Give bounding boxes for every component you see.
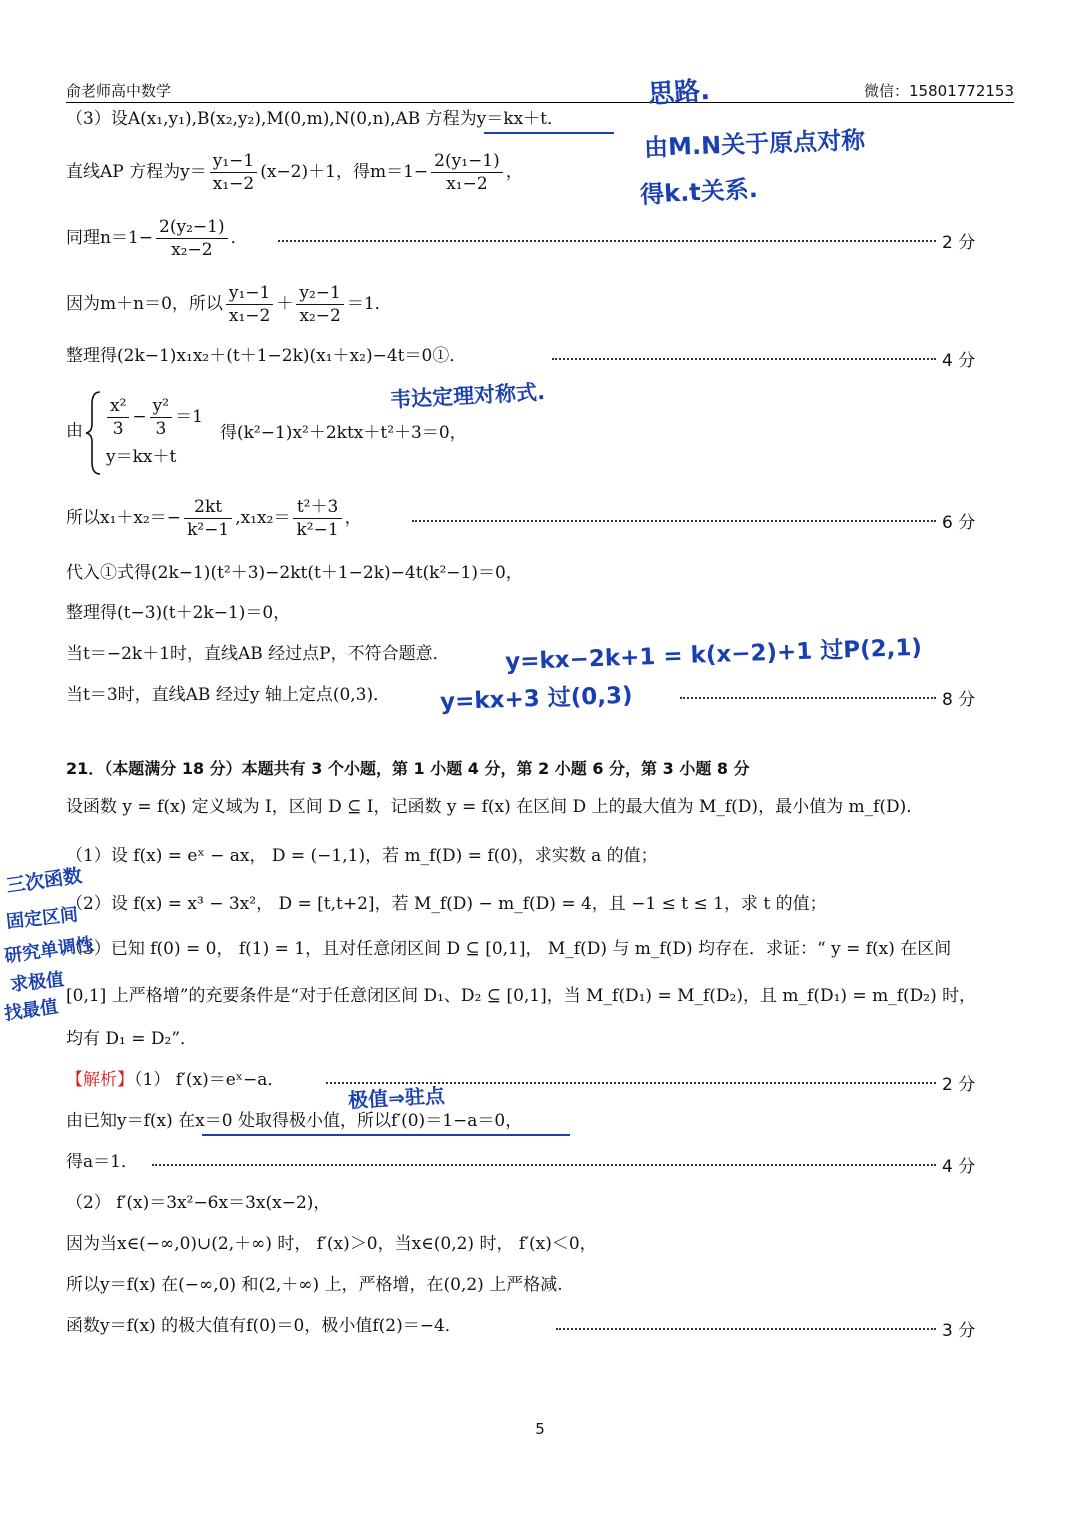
page-header (66, 78, 1014, 103)
text-segment: （1） f′(x)＝eˣ−a． (134, 1070, 285, 1090)
fraction (150, 395, 172, 440)
solution-line-sum-condition (66, 282, 392, 327)
text-segment: ,x₁x₂＝ (235, 508, 291, 528)
solution-line-case-accept: 当t＝3时，直线AB 经过y 轴上定点(0,3)． (66, 685, 391, 705)
numerator: y₂−1 (296, 282, 343, 305)
denominator: 3 (112, 419, 124, 439)
header-right-text: 微信：15801772153 (864, 82, 1014, 100)
handwritten-note-line-through-p: y=kx−2k+1 = k(x−2)+1 过P(2,1) (504, 634, 923, 676)
score-mark: 4 分 (942, 351, 976, 371)
system-equation-hyperbola (104, 395, 203, 440)
score-mark: 2 分 (942, 1075, 976, 1095)
text-segment: ． (230, 228, 248, 248)
solution-line-factor: 整理得(t−3)(t＋2k−1)＝0， (66, 603, 291, 623)
numerator: 2(y₂−1) (156, 216, 228, 239)
text-segment: ＋ (276, 294, 294, 314)
solution-line-vieta (66, 496, 362, 541)
fraction (107, 395, 129, 440)
score-mark: 8 分 (942, 690, 976, 710)
handwritten-margin-note-1: 三次函数 (5, 864, 84, 898)
denominator: x₁−2 (446, 174, 488, 194)
numerator: t²＋3 (293, 496, 341, 519)
handwritten-note-idea: 思路. (647, 75, 712, 111)
handwritten-margin-note-4: 求极值 (9, 969, 66, 996)
score-mark: 3 分 (942, 1321, 976, 1341)
analysis-line-3: 得a＝1． (66, 1152, 138, 1172)
fraction (184, 496, 232, 541)
text-segment: ＝1． (346, 294, 392, 314)
dot-leader (552, 358, 936, 360)
dot-leader (412, 520, 936, 522)
solution-line-ap-equation (66, 150, 523, 195)
fraction (210, 150, 257, 195)
solution-line-equation-1: 整理得(2k−1)x₁x₂＋(t＋1−2k)(x₁＋x₂)−4t＝0①． (66, 346, 467, 366)
numerator: 2kt (184, 496, 232, 519)
handwritten-margin-note-3: 研究单调性 (3, 933, 96, 968)
handwritten-note-symmetry: 由M.N关于原点对称 (643, 126, 866, 162)
handwritten-underline (484, 132, 614, 134)
solution-line-substitute: 代入①式得(2k−1)(t²＋3)−2kt(t＋1−2k)−4t(k²−1)＝0， (66, 563, 523, 583)
numerator: x² (107, 395, 129, 418)
system-result: 得(k²−1)x²＋2ktx＋t²＋3＝0， (220, 423, 467, 443)
handwritten-note-kt-relation: 得k.t关系. (639, 174, 759, 210)
handwritten-note-extremum: 极值⇒驻点 (347, 1083, 446, 1113)
question-21-heading: 21．（本题满分 18 分）本题共有 3 个小题，第 1 小题 4 分，第 2 小题 6 分，第 3 小题 8 分 (66, 759, 750, 778)
analysis-line-4: （2） f′(x)＝3x²−6x＝3x(x−2)， (66, 1193, 331, 1213)
handwritten-note-fixed-point: y=kx+3 过(0,3) (439, 682, 633, 716)
analysis-line-7: 函数y＝f(x) 的极大值有f(0)＝0，极小值f(2)＝−4． (66, 1316, 462, 1336)
score-mark: 4 分 (942, 1157, 976, 1177)
text-segment: 同理n＝1− (66, 228, 154, 248)
question-21-part-3-line-2: [0,1] 上严格增”的充要条件是“对于任意闭区间 D₁、D₂ ⊆ [0,1]，当 M_f(D₁) = M_f(D₂)，且 m_f(D₁) = m_f(D₂) 时， (66, 986, 977, 1006)
text-segment: 直线AP 方程为y＝ (66, 162, 207, 182)
denominator: k²−1 (296, 520, 339, 540)
handwritten-underline (202, 1134, 570, 1136)
denominator: x₂−2 (171, 240, 213, 260)
analysis-line-6: 所以y＝f(x) 在(−∞,0) 和(2,＋∞) 上，严格增，在(0,2) 上严格减. (66, 1275, 563, 1295)
dot-leader (680, 697, 936, 699)
dot-leader (556, 1328, 936, 1330)
handwritten-margin-note-2: 固定区间 (5, 904, 80, 933)
numerator: y₁−1 (210, 150, 257, 173)
score-mark: 6 分 (942, 513, 976, 533)
question-21-part-1: （1）设 f(x) = eˣ − ax， D = (−1,1)，若 m_f(D) = f(0)，求实数 a 的值； (66, 846, 658, 866)
solution-line-setup: （3）设A(x₁,y₁),B(x₂,y₂),M(0,m),N(0,n),AB 方程为y＝kx＋t． (66, 109, 564, 129)
page-number: 5 (535, 1420, 545, 1438)
dot-leader (278, 240, 936, 242)
analysis-line-5: 因为当x∈(−∞,0)∪(2,＋∞) 时， f′(x)＞0，当x∈(0,2) 时， f′(x)＜0， (66, 1234, 597, 1254)
question-21-part-2: （2）设 f(x) = x³ − 3x²， D = [t,t+2]，若 M_f(D) − m_f(D) = 4，且 −1 ≤ t ≤ 1，求 t 的值； (66, 894, 827, 914)
handwritten-note-vieta: 韦达定理对称式. (389, 379, 546, 413)
denominator: x₂−2 (299, 306, 341, 326)
handwritten-margin-note-5: 找最值 (3, 996, 60, 1025)
denominator: x₁−2 (228, 306, 271, 326)
score-mark: 2 分 (942, 233, 976, 253)
solution-line-n-value (66, 216, 248, 261)
fraction (226, 282, 273, 327)
denominator: k²−1 (187, 520, 230, 540)
denominator: 3 (155, 419, 167, 439)
analysis-line-2: 由已知y＝f(x) 在x＝0 处取得极小值，所以f′(0)＝1−a＝0， (66, 1111, 523, 1131)
fraction (431, 150, 503, 195)
text-segment: 因为m＋n＝0，所以 (66, 294, 223, 314)
left-brace (84, 390, 104, 476)
text-segment: − (132, 407, 147, 427)
text-segment: ， (505, 162, 523, 182)
text-segment: 所以x₁＋x₂＝− (66, 508, 182, 528)
denominator: x₁−2 (212, 174, 255, 194)
numerator: y² (150, 395, 172, 418)
header-left-text: 俞老师高中数学 (66, 82, 172, 100)
question-21-part-3-line-1: （3）已知 f(0) = 0， f(1) = 1，且对任意闭区间 D ⊆ [0,1]， M_f(D) 与 m_f(D) 均存在．求证：“ y = f(x) 在区间 (66, 939, 952, 959)
system-equation-line: y＝kx＋t (106, 447, 177, 467)
question-21-part-3-line-3: 均有 D₁ = D₂”． (66, 1029, 198, 1049)
fraction (296, 282, 343, 327)
solution-line-case-reject: 当t＝−2k＋1时，直线AB 经过点P，不符合题意． (66, 644, 450, 664)
fraction (156, 216, 228, 261)
numerator: 2(y₁−1) (431, 150, 503, 173)
text-segment: (x−2)＋1，得m＝1− (260, 162, 429, 182)
system-you-label: 由 (66, 421, 83, 441)
question-21-intro: 设函数 y = f(x) 定义域为 I，区间 D ⊆ I，记函数 y = f(x) 在区间 D 上的最大值为 M_f(D)，最小值为 m_f(D)． (66, 797, 924, 817)
dot-leader (152, 1164, 936, 1166)
fraction (293, 496, 341, 541)
numerator: y₁−1 (226, 282, 273, 305)
text-segment: ＝1 (175, 407, 203, 427)
text-segment: ， (344, 508, 362, 528)
analysis-tag: 【解析】 (66, 1070, 134, 1090)
analysis-line-1 (66, 1069, 284, 1091)
